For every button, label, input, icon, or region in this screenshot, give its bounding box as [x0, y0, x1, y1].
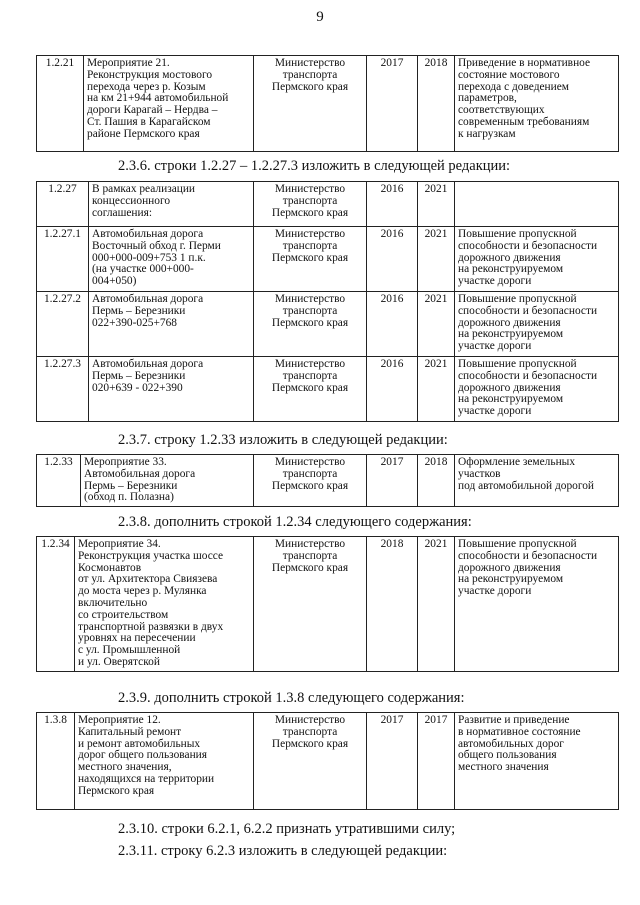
executor-cell: Министерство транспорта Пермского края [254, 455, 367, 507]
table-row [37, 292, 619, 357]
closing-line-2-3-11: 2.3.11. строку 6.2.3 изложить в следующей редакции: [118, 843, 448, 859]
table-row [37, 713, 619, 810]
end-year-cell: 2021 [418, 292, 455, 357]
start-year-cell: 2016 [367, 292, 418, 357]
start-year-cell: 2016 [367, 227, 418, 292]
result-cell: Оформление земельных участков под автомобильной дорогой [455, 455, 619, 507]
table-row-1-2-33 [36, 454, 619, 507]
row-number: 1.2.27.3 [37, 357, 89, 422]
executor-cell: Министерство транспорта Пермского края [254, 182, 367, 227]
row-number: 1.2.27 [37, 182, 89, 227]
table-row [37, 357, 619, 422]
end-year-cell: 2021 [418, 182, 455, 227]
executor-cell: Министерство транспорта Пермского края [254, 713, 367, 810]
end-year-cell: 2018 [418, 56, 455, 152]
executor-cell: Министерство транспорта Пермского края [254, 292, 367, 357]
executor-cell: Министерство транспорта Пермского края [254, 537, 367, 672]
result-cell: Повышение пропускной способности и безопасности дорожного движения на реконструируемом участке дороги [455, 357, 619, 422]
table-row-1-2-34 [36, 536, 619, 672]
start-year-cell: 2017 [367, 713, 418, 810]
table-rows-1-2-27 [36, 181, 619, 422]
start-year-cell: 2017 [367, 455, 418, 507]
measure-cell: Мероприятие 21. Реконструкция мостового перехода через р. Козым на км 21+944 автомобильной дороги Карагай – Нердва – Ст. Пашия в Карагайском районе Пермского края [84, 56, 254, 152]
end-year-cell: 2018 [418, 455, 455, 507]
executor-cell: Министерство транспорта Пермского края [254, 357, 367, 422]
end-year-cell: 2021 [418, 537, 455, 672]
row-number: 1.2.27.2 [37, 292, 89, 357]
table-row [37, 227, 619, 292]
table-row-1-2-21 [36, 55, 619, 152]
row-number: 1.2.34 [37, 537, 75, 672]
result-cell: Развитие и приведение в нормативное состояние автомобильных дорог общего пользования местного значения [455, 713, 619, 810]
table-row-1-3-8 [36, 712, 619, 810]
closing-line-2-3-10: 2.3.10. строки 6.2.1, 6.2.2 признать утратившими силу; [118, 821, 456, 837]
result-cell: Повышение пропускной способности и безопасности дорожного движения на реконструируемом участке дороги [455, 537, 619, 672]
table-row [37, 182, 619, 227]
table-row [37, 56, 619, 152]
row-number: 1.2.27.1 [37, 227, 89, 292]
table-row [37, 455, 619, 507]
section-heading-2-3-8: 2.3.8. дополнить строкой 1.2.34 следующего содержания: [118, 514, 472, 530]
measure-cell: Мероприятие 33. Автомобильная дорога Пермь – Березники (обход п. Полазна) [81, 455, 254, 507]
page-number: 9 [316, 9, 324, 25]
end-year-cell: 2021 [418, 357, 455, 422]
executor-cell: Министерство транспорта Пермского края [254, 227, 367, 292]
section-heading-2-3-9: 2.3.9. дополнить строкой 1.3.8 следующего содержания: [118, 690, 465, 706]
result-cell: Приведение в нормативное состояние мостового перехода с доведением параметров, соответствующих современным требованиям к нагрузкам [455, 56, 619, 152]
row-number: 1.3.8 [37, 713, 75, 810]
section-heading-2-3-7: 2.3.7. строку 1.2.33 изложить в следующей редакции: [118, 432, 448, 448]
start-year-cell: 2017 [367, 56, 418, 152]
executor-cell: Министерство транспорта Пермского края [254, 56, 367, 152]
section-heading-2-3-6: 2.3.6. строки 1.2.27 – 1.2.27.3 изложить в следующей редакции: [118, 158, 511, 174]
measure-cell: Мероприятие 34. Реконструкция участка шоссе Космонавтов от ул. Архитектора Свиязева до моста через р. Мулянка включительно со строительством транспортной развязки в двух уровнях на пересечении с ул. Промышленной и ул. Оверятской [75, 537, 254, 672]
start-year-cell: 2016 [367, 357, 418, 422]
result-cell: Повышение пропускной способности и безопасности дорожного движения на реконструируемом участке дороги [455, 292, 619, 357]
measure-cell: Автомобильная дорога Восточный обход г. Перми 000+000-009+753 1 п.к. (на участке 000+000- 004+050) [89, 227, 254, 292]
result-cell: Повышение пропускной способности и безопасности дорожного движения на реконструируемом участке дороги [455, 227, 619, 292]
measure-cell: В рамках реализации концессионного соглашения: [89, 182, 254, 227]
measure-cell: Автомобильная дорога Пермь – Березники 020+639 - 022+390 [89, 357, 254, 422]
measure-cell: Автомобильная дорога Пермь – Березники 022+390-025+768 [89, 292, 254, 357]
end-year-cell: 2021 [418, 227, 455, 292]
row-number: 1.2.33 [37, 455, 81, 507]
result-cell [455, 182, 619, 227]
start-year-cell: 2018 [367, 537, 418, 672]
table-row [37, 537, 619, 672]
start-year-cell: 2016 [367, 182, 418, 227]
row-number: 1.2.21 [37, 56, 84, 152]
measure-cell: Мероприятие 12. Капитальный ремонт и ремонт автомобильных дорог общего пользования местного значения, находящихся на территории Пермского края [75, 713, 254, 810]
end-year-cell: 2017 [418, 713, 455, 810]
